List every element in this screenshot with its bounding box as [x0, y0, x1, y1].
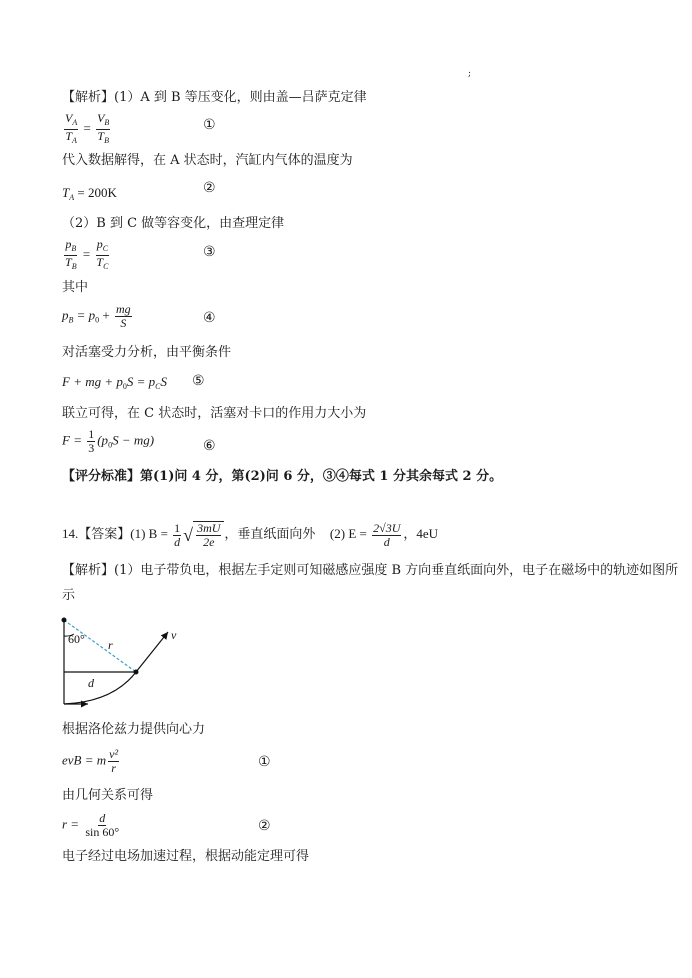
analysis-line-5: 对活塞受力分析，由平衡条件 [62, 345, 232, 360]
q14-answer: 14.【答案】(1) B = $\frac{1}{d}$ √ $\frac{3mU}{2e}$ ，垂直纸面向外 (2) E = $\frac{2√3U}{d}$ ，4eU [62, 520, 439, 549]
angle-label: 60° [68, 632, 85, 646]
equation-6: F = $\frac{1}{3}$ $(p_0S - mg)$ [62, 427, 155, 455]
analysis-line-2: 代入数据解得，在 A 状态时，汽缸内气体的温度为 [62, 153, 353, 168]
q14-analysis-line-2: 示 [62, 588, 76, 603]
equation-4-tag: ④ [203, 310, 216, 326]
equation-2: $T_A = 200K$ [62, 185, 117, 202]
equation-A: evB = m $\frac{\text{v²}}{r}$ [62, 747, 119, 775]
q14-line-lorentz: 根据洛伦兹力提供向心力 [62, 722, 206, 737]
analysis-line-3: （2）B 到 C 做等容变化，由查理定律 [62, 216, 285, 231]
scoring-standard: 【评分标准】第(1)问 4 分，第(2)问 6 分，③④每式 1 分其余每式 2 分。 [62, 469, 503, 484]
equation-1-tag: ① [203, 117, 216, 133]
equation-2-tag: ② [203, 180, 216, 196]
velocity-label: v [171, 628, 177, 642]
equation-5: F + mg + $p_0S = p_CS$ [62, 374, 167, 391]
radius-dashed-line [64, 620, 136, 672]
velocity-arrow [136, 632, 168, 672]
equation-B-tag: ② [258, 818, 271, 834]
distance-label: d [88, 676, 94, 690]
equation-4: $p_B = p_0$ + $\frac{mg}{S}$ [62, 302, 131, 330]
analysis-heading: 【解析】(1）A 到 B 等压变化，则由盖—吕萨克定律 [62, 90, 367, 105]
center-point [62, 618, 67, 623]
analysis-line-6: 联立可得，在 C 状态时，活塞对卡口的作用力大小为 [62, 406, 367, 421]
equation-3: $\frac{p_B}{T_B}$ = $\frac{p_C}{T_C}$ [65, 237, 109, 271]
equation-A-tag: ① [258, 754, 271, 770]
radius-label: r [108, 638, 113, 652]
exit-point [134, 670, 139, 675]
analysis-line-4: 其中 [62, 280, 89, 295]
equation-B: r = $\frac{d}{\sin 60^\circ}$ [62, 811, 120, 839]
q14-line-geometry: 由几何关系可得 [62, 788, 154, 803]
trajectory-diagram [58, 612, 188, 712]
equation-6-tag: ⑥ [203, 438, 216, 454]
corner-mark: ; [468, 69, 472, 79]
q14-analysis-line-1: 【解析】(1）电子带负电，根据左手定则可知磁感应强度 B 方向垂直纸面向外，电子在磁场中的轨迹如图所 [62, 563, 679, 578]
equation-1: $\frac{V_A}{T_A}$ = $\frac{V_B}{T_B}$ [65, 111, 110, 145]
equation-5-tag: ⑤ [192, 373, 205, 389]
q14-line-last: 电子经过电场加速过程，根据动能定理可得 [62, 849, 310, 864]
arc-trajectory [64, 672, 136, 704]
equation-3-tag: ③ [203, 244, 216, 260]
